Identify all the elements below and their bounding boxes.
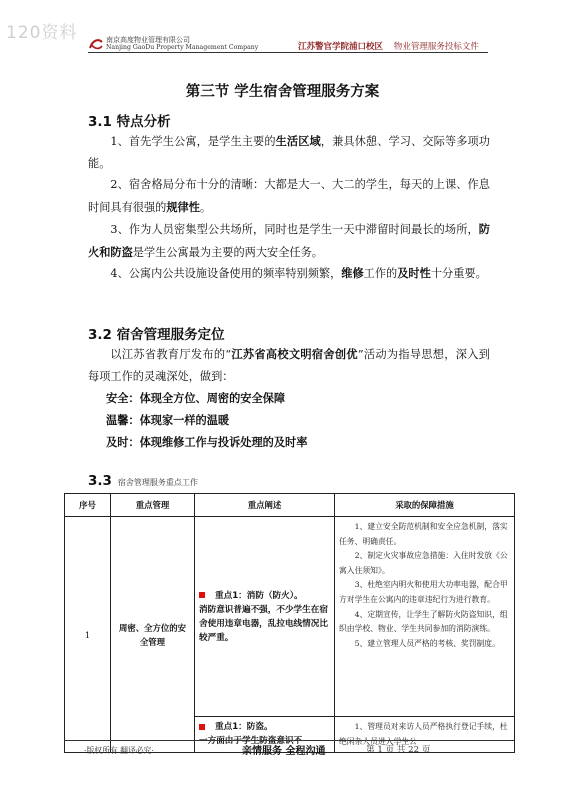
key-work-table: [64, 493, 515, 753]
p2-bold: 规律性: [166, 200, 200, 214]
col-header-measures: 采取的保障措施: [335, 494, 515, 517]
company-name-en: Nanjing GaoDu Property Management Company: [106, 44, 259, 51]
table-header-row: [65, 494, 515, 517]
intro-text-a: 以江苏省教育厅发布的“: [110, 348, 232, 361]
section-3-3-heading: [88, 470, 198, 489]
paragraph-1: [88, 130, 490, 175]
footer-page-number: 第 1 页 共 22 页: [366, 745, 431, 755]
red-square-icon: [199, 592, 205, 598]
table-row: [65, 517, 515, 717]
p4-text-c: 十分重要。: [430, 267, 487, 280]
col-header-focus: 重点阐述: [195, 494, 335, 517]
focus-fire-title-line: [199, 589, 330, 603]
p2-text-b: 。: [199, 201, 212, 214]
paragraph-3: [88, 218, 490, 264]
paragraph-intro: [88, 343, 490, 388]
footer-copyright: ·版权所有 翻译必究·: [84, 746, 154, 755]
measure-item: 1、建立安全防范机制和安全应急机制，落实任务、明确责任。: [339, 522, 508, 546]
intro-bold: 江苏省高校文明宿舍创优: [231, 347, 358, 361]
focus-theft-body: 一方面由于学生防盗意识不: [199, 736, 303, 746]
header-school: 江苏警官学院浦口校区: [298, 42, 384, 52]
row-focus-fire: [195, 517, 335, 717]
point-safety: 安全：体现全方位、周密的安全保障: [106, 392, 286, 405]
intro-text-b: ”活动为指导思想，深入到每项工作的灵魂深处，做到：: [88, 348, 490, 383]
company-logo-icon: [88, 37, 104, 51]
p1-text-a: 1、首先学生公寓，是学生主要的: [110, 135, 276, 148]
header-divider: [88, 52, 488, 53]
point-warmth: 温馨：体现家一样的温暖: [106, 414, 230, 427]
row-category: 周密、全方位的安全管理: [111, 517, 195, 753]
page-title: 第三节 学生宿舍管理服务方案: [185, 84, 380, 100]
p3-text-a: 3、作为人员密集型公共场所，同时也是学生一天中滞留时间最长的场所，: [110, 223, 479, 236]
focus-fire-title: 重点1：消防（防火）。: [215, 590, 303, 601]
measure-item: 2、制定火灾事故应急措施：入住时发放《公寓入住须知》。: [339, 551, 508, 575]
section-3-3-caption: 宿舍管理服务重点工作: [117, 478, 198, 487]
header-right: [298, 40, 479, 52]
section-3-3-number: 3.3: [88, 473, 112, 489]
paragraph-4: [88, 262, 490, 285]
p4-bold-b: 及时性: [397, 266, 431, 280]
p3-text-b: 是学生公寓最为主要的两大安全任务。: [132, 246, 323, 259]
p4-bold-a: 维修: [341, 266, 364, 280]
col-header-index: 序号: [65, 494, 111, 517]
row-measures-fire: [335, 517, 515, 717]
p1-text-b: ，兼具休憩、学习、交际等多项功能。: [88, 135, 490, 170]
point-timely: 及时：体现维修工作与投诉处理的及时率: [106, 436, 308, 449]
section-3-2-heading: 3.2 宿舍管理服务定位: [88, 327, 225, 343]
col-header-category: 重点管理: [111, 494, 195, 517]
measure-item: 3、杜绝室内明火和使用大功率电器，配合甲方对学生在公寓内的违章违纪行为进行教育。: [339, 580, 508, 604]
red-square-icon: [199, 724, 205, 730]
company-name-cn: 南京高度物业管理有限公司: [106, 36, 190, 44]
row-index: 1: [65, 517, 111, 753]
focus-theft-title-line: [199, 720, 330, 734]
watermark: 120资料: [6, 23, 78, 43]
header-doc-type: 物业管理服务投标文件: [393, 42, 479, 52]
focus-theft-title: 重点1：防盗。: [215, 722, 273, 732]
p1-bold: 生活区域: [275, 134, 321, 148]
section-3-1-heading: 3.1 特点分析: [88, 114, 171, 130]
p2-text-a: 2、宿舍格局分布十分的清晰：大都是大一、大二的学生，每天的上课、作息时间具有很强的: [88, 178, 490, 214]
focus-fire-body: 消防意识普遍不强，不少学生在宿舍使用违章电器，乱拉电线情况比较严重。: [199, 604, 328, 643]
measure-item: 1、管理员对来访人员严格执行登记手续，杜绝闲杂人员进入学生公: [339, 722, 508, 746]
measure-item: 4、定期宣传，让学生了解防火防盗知识，组织由学校、物业、学生共同参加的消防演练。: [339, 609, 508, 634]
p3-bold: 防火和防盗: [88, 222, 490, 259]
footer-divider: [64, 740, 514, 741]
paragraph-2: [88, 174, 490, 219]
p4-text-b: 工作的: [363, 267, 398, 280]
footer-slogan: 亲情服务 全程沟通: [242, 746, 326, 757]
p4-text-a: 4、公寓内公共设施设备使用的频率特别频繁，: [110, 267, 342, 280]
measure-item: 5、建立管理人员严格的考核、奖罚制度。: [354, 638, 500, 648]
